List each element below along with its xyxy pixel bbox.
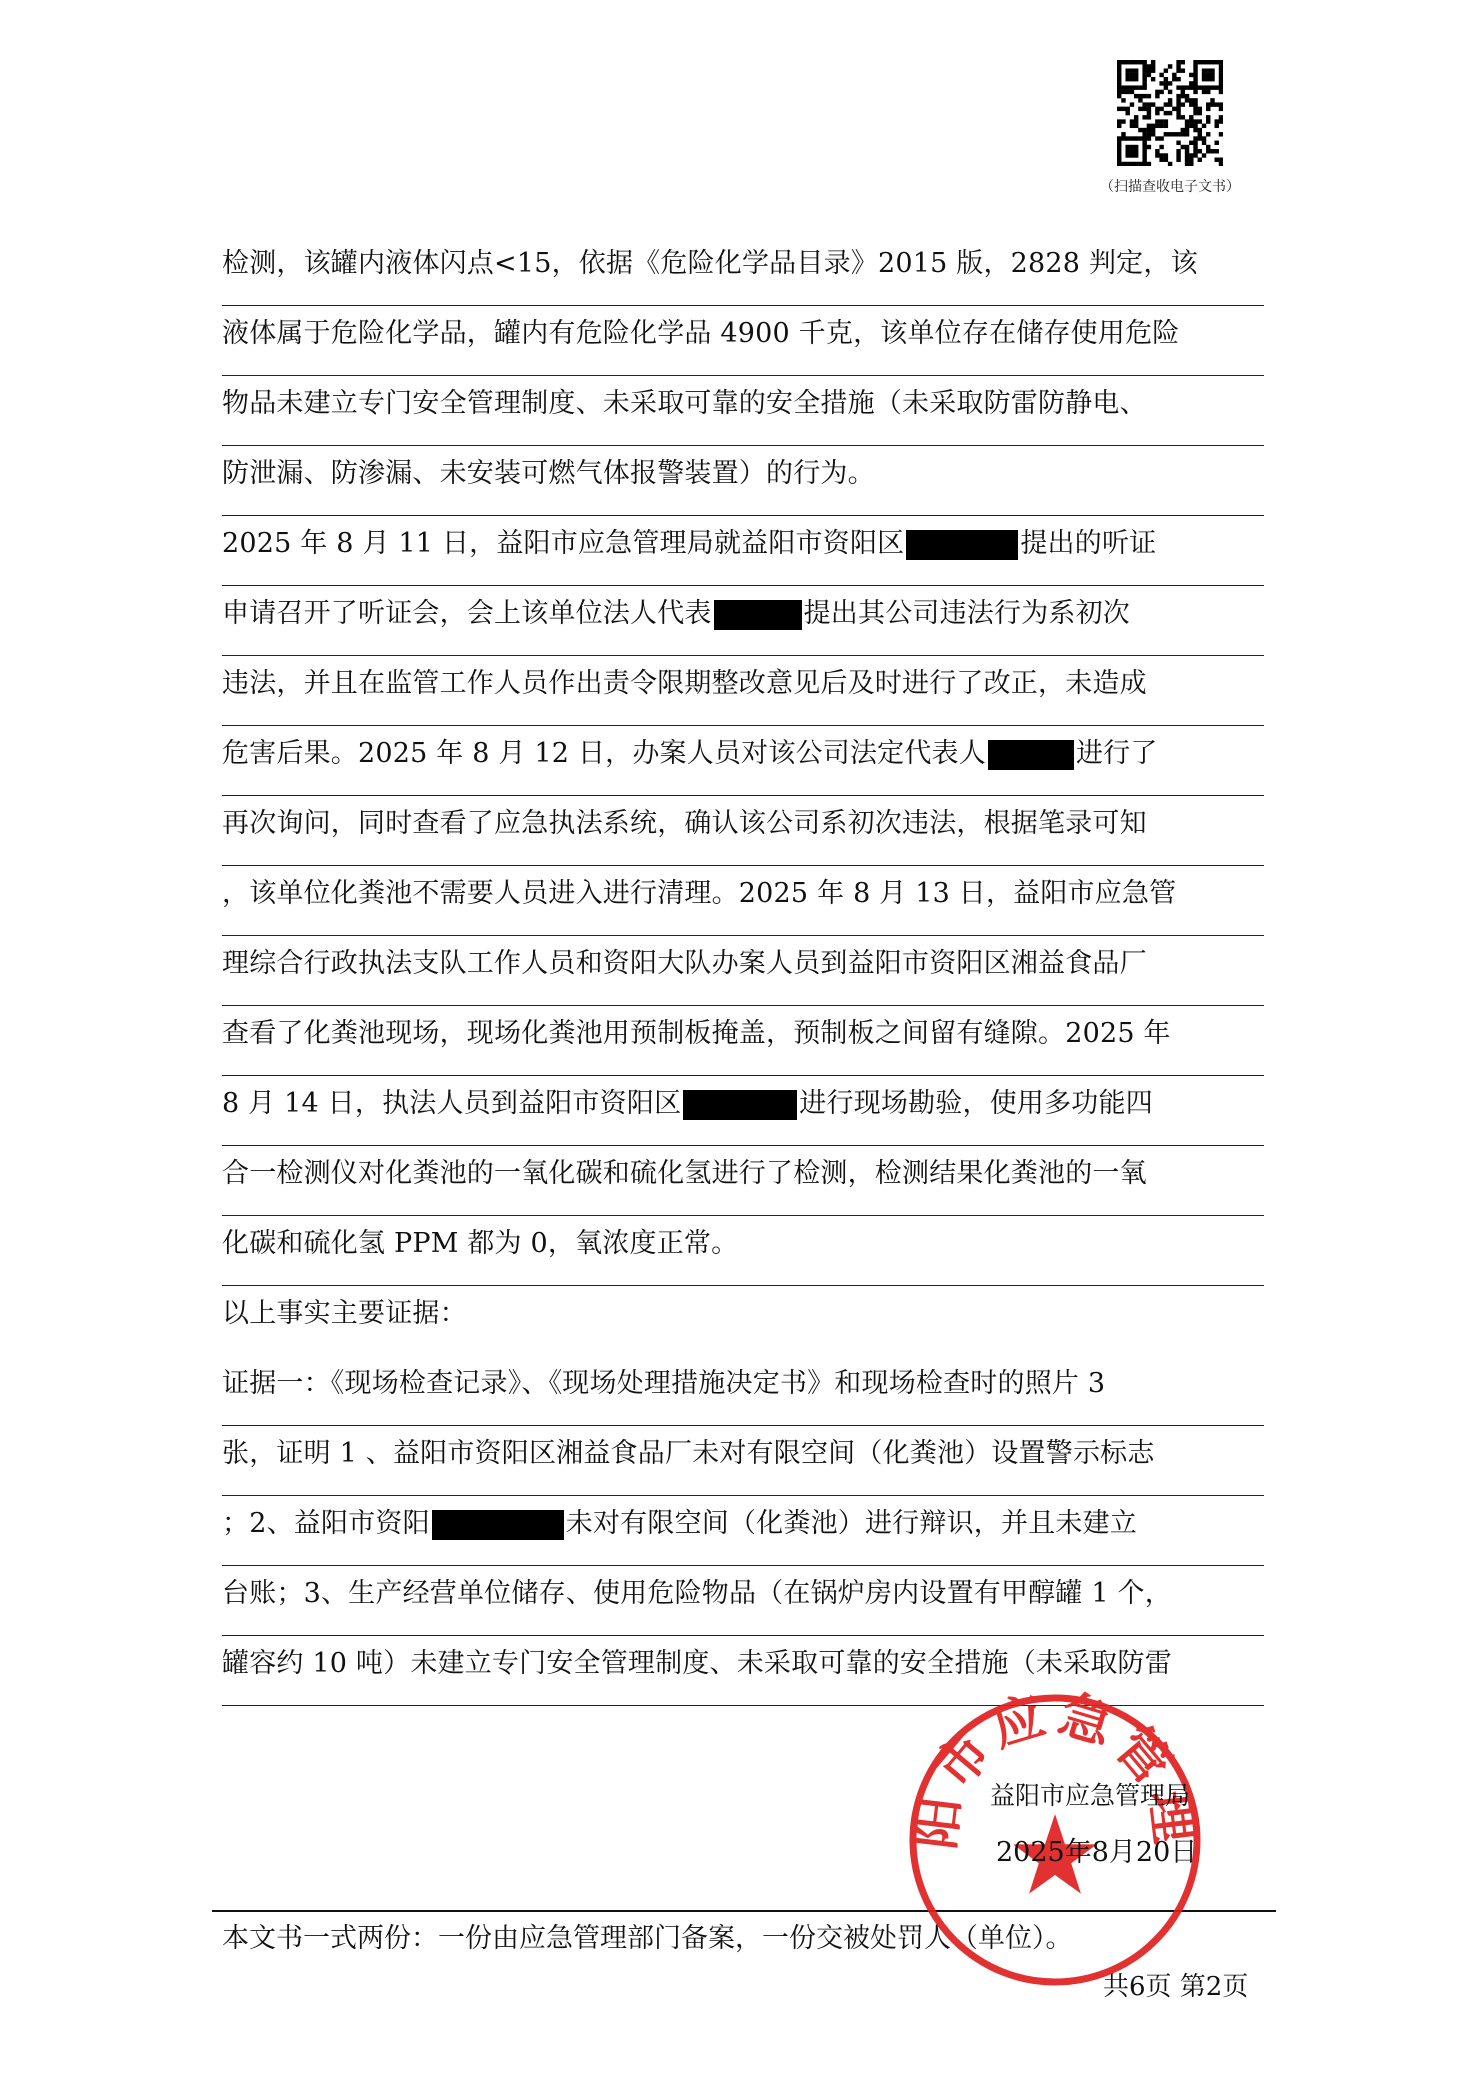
text-line [222,306,1264,376]
text-segment: 检测，该罐内液体闪点<15，依据《危险化学品目录》2015 版，2828 判定，该 [222,248,1198,279]
text-segment: 进行了 [1075,738,1158,769]
text-line [222,1216,1264,1286]
text-line [222,516,1264,586]
text-line [222,236,1264,306]
text-segment: 以上事实主要证据： [222,1298,467,1329]
text-segment: 台账；3、生产经营单位储存、使用危险物品（在锅炉房内设置有甲醇罐 1 个， [222,1578,1172,1609]
text-segment: 防泄漏、防渗漏、未安装可燃气体报警装置）的行为。 [222,458,875,489]
text-segment: 液体属于危险化学品，罐内有危险化学品 4900 千克，该单位存在储存使用危险 [222,318,1180,349]
text-segment: 合一检测仪对化粪池的一氧化碳和硫化氢进行了检测，检测结果化粪池的一氧 [222,1158,1147,1189]
text-segment: 危害后果。2025 年 8 月 12 日，办案人员对该公司法定代表人 [222,738,986,769]
text-segment: 查看了化粪池现场，现场化粪池用预制板掩盖，预制板之间留有缝隙。2025 年 [222,1018,1171,1049]
text-segment: 违法，并且在监管工作人员作出责令限期整改意见后及时进行了改正，未造成 [222,668,1147,699]
text-line [222,866,1264,936]
text-line [222,1356,1264,1426]
text-line [222,1426,1264,1496]
text-segment: 再次询问，同时查看了应急执法系统，确认该公司系初次违法，根据笔录可知 [222,808,1147,839]
text-line [222,376,1264,446]
signing-organization: 益阳市应急管理局 [990,1781,1191,1810]
text-segment: 进行现场勘验，使用多功能四 [799,1088,1153,1119]
text-segment: 提出其公司违法行为系初次 [803,598,1131,629]
text-line [222,1076,1264,1146]
text-segment: 罐容约 10 吨）未建立专门安全管理制度、未采取可靠的安全措施（未采取防雷 [222,1648,1172,1679]
redaction-bar [432,1510,564,1540]
text-segment: 未对有限空间（化粪池）进行辩识，并且未建立 [565,1508,1137,1539]
text-line [222,1496,1264,1566]
text-line [222,656,1264,726]
signing-date: 2025年8月20日 [996,1837,1198,1868]
text-line [222,586,1264,656]
qr-caption: （扫描查收电子文书） [1100,179,1240,195]
text-line [222,726,1264,796]
text-segment: 8 月 14 日，执法人员到益阳市资阳区 [222,1088,682,1119]
qr-code-icon [1117,60,1223,166]
text-line [222,1286,1264,1356]
text-segment: 张，证明 1 、益阳市资阳区湘益食品厂未对有限空间（化粪池）设置警示标志 [222,1438,1155,1469]
page-number: 共6页 第2页 [1103,1972,1249,2002]
text-line [222,1566,1264,1636]
text-line [222,446,1264,516]
footer-note: 本文书一式两份：一份由应急管理部门备案，一份交被处罚人（单位）。 [222,1923,1073,1954]
text-line [222,796,1264,866]
text-segment: 2025 年 8 月 11 日，益阳市应急管理局就益阳市资阳区 [222,528,905,559]
text-segment: 理综合行政执法支队工作人员和资阳大队办案人员到益阳市资阳区湘益食品厂 [222,948,1147,979]
text-line [222,1146,1264,1216]
document-body [222,236,1264,1706]
text-segment: ；2、益阳市资阳 [222,1508,430,1539]
text-segment: 物品未建立专门安全管理制度、未采取可靠的安全措施（未采取防雷防静电、 [222,388,1147,419]
svg-text:益阳市应急管理局: 阳市应急管理 [905,1690,1205,1853]
redaction-bar [683,1090,797,1120]
text-segment: ，该单位化粪池不需要人员进入进行清理。2025 年 8 月 13 日，益阳市应急管 [222,878,1177,909]
text-line [222,1006,1264,1076]
text-line [222,936,1264,1006]
text-segment: 化碳和硫化氢 PPM 都为 0，氧浓度正常。 [222,1228,739,1259]
text-segment: 提出的听证 [1020,528,1157,559]
redaction-bar [714,600,802,630]
text-segment: 证据一：《现场检查记录》、《现场处理措施决定书》和现场检查时的照片 3 [222,1368,1106,1399]
text-segment: 申请召开了听证会，会上该单位法人代表 [222,598,712,629]
redaction-bar [906,530,1018,560]
redaction-bar [988,740,1074,770]
